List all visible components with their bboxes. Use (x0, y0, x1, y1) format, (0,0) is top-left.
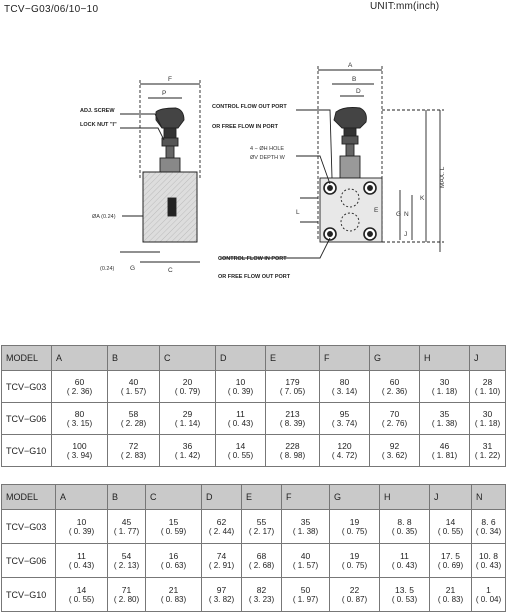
dim-letter-k: K (420, 195, 425, 202)
cell-f: 80 ( 3. 14) (320, 371, 370, 403)
model-cell: TCV−G10 (2, 435, 52, 467)
table-header-row (2, 485, 506, 510)
header-f: F (320, 346, 370, 371)
dim-letter-a: A (348, 62, 353, 69)
cell-c: 20 ( 0. 79) (160, 371, 216, 403)
cell-c: 16 ( 0. 63) (146, 544, 202, 578)
dim-letter-g-left: G (130, 265, 136, 272)
cell-h: 35 ( 1. 38) (420, 403, 470, 435)
label-lock-nut: LOCK NUT "I" (80, 122, 117, 128)
cell-f: 40 ( 1. 57) (282, 544, 330, 578)
cell-g: 22 ( 0. 87) (330, 578, 380, 612)
cell-h: 11 ( 0. 43) (380, 544, 430, 578)
dim-letter-l: L (296, 209, 300, 216)
header-model: MODEL (2, 346, 52, 371)
cell-c: 21 ( 0. 83) (146, 578, 202, 612)
label-free-flow-in: OR FREE FLOW IN PORT (212, 124, 278, 130)
cell-e: 179 ( 7. 05) (266, 371, 320, 403)
cell-b: 40 ( 1. 57) (108, 371, 160, 403)
cell-g: 60 ( 2. 36) (370, 371, 420, 403)
cell-h: 30 ( 1. 18) (420, 371, 470, 403)
cell-b: 72 ( 2. 83) (108, 435, 160, 467)
header-d: D (216, 346, 266, 371)
header-a: A (52, 346, 108, 371)
dim-max-l: MAX. L (439, 166, 446, 188)
cell-d: 97 ( 3. 82) (202, 578, 242, 612)
cell-h: 46 ( 1. 81) (420, 435, 470, 467)
dim-letter-p: P (162, 90, 167, 97)
cell-h: 8. 8 ( 0. 35) (380, 510, 430, 544)
model-cell: TCV−G03 (2, 510, 56, 544)
model-cell: TCV−G06 (2, 403, 52, 435)
cell-j: 21 ( 0. 83) (430, 578, 472, 612)
cell-d: 62 ( 2. 44) (202, 510, 242, 544)
table-row (2, 510, 506, 544)
header-b: B (108, 485, 146, 510)
cell-c: 15 ( 0. 59) (146, 510, 202, 544)
cell-j: 28 ( 1. 10) (470, 371, 506, 403)
cell-a: 100 ( 3. 94) (52, 435, 108, 467)
label-free-flow-out: OR FREE FLOW OUT PORT (218, 274, 291, 280)
header-model: MODEL (2, 485, 56, 510)
header-h: H (380, 485, 430, 510)
cell-a: 10 ( 0. 39) (56, 510, 108, 544)
header-a: A (56, 485, 108, 510)
dim-letter-j: J (404, 231, 408, 238)
table-header-row (2, 346, 506, 371)
cell-b: 71 ( 2. 80) (108, 578, 146, 612)
label-024: (0.24) (100, 266, 115, 272)
cell-a: 80 ( 3. 15) (52, 403, 108, 435)
cell-j: 30 ( 1. 18) (470, 403, 506, 435)
dimension-table-1 (1, 345, 506, 467)
cell-j: 17. 5 ( 0. 69) (430, 544, 472, 578)
cell-g: 19 ( 0. 75) (330, 510, 380, 544)
header-n: N (472, 485, 506, 510)
cell-c: 29 ( 1. 14) (160, 403, 216, 435)
table-row (2, 403, 506, 435)
cell-d: 74 ( 2. 91) (202, 544, 242, 578)
model-cell: TCV−G06 (2, 544, 56, 578)
cell-g: 70 ( 2. 76) (370, 403, 420, 435)
dimension-table-2 (1, 484, 506, 612)
cell-g: 19 ( 0. 75) (330, 544, 380, 578)
cell-e: 228 ( 8. 98) (266, 435, 320, 467)
cell-n: 1 ( 0. 04) (472, 578, 506, 612)
cell-b: 58 ( 2. 28) (108, 403, 160, 435)
cell-f: 120 ( 4. 72) (320, 435, 370, 467)
cell-f: 95 ( 3. 74) (320, 403, 370, 435)
label-depth: ØV DEPTH W (250, 155, 285, 161)
dim-letter-d: D (356, 88, 361, 95)
header-d: D (202, 485, 242, 510)
cell-f: 35 ( 1. 38) (282, 510, 330, 544)
label-control-flow-in: CONTROL FLOW IN PORT (218, 256, 287, 262)
cell-e: 213 ( 8. 39) (266, 403, 320, 435)
cell-a: 60 ( 2. 36) (52, 371, 108, 403)
cell-d: 11 ( 0. 43) (216, 403, 266, 435)
page-title: TCV−G03/06/10−10 (4, 4, 99, 15)
cell-j: 31 ( 1. 22) (470, 435, 506, 467)
cell-b: 45 ( 1. 77) (108, 510, 146, 544)
header-h: H (420, 346, 470, 371)
header-e: E (266, 346, 320, 371)
header-g: G (330, 485, 380, 510)
dim-letter-b: B (352, 76, 357, 83)
label-control-flow-out: CONTROL FLOW OUT PORT (212, 104, 287, 110)
cell-f: 50 ( 1. 97) (282, 578, 330, 612)
dim-letter-c: C (168, 267, 173, 274)
cell-b: 54 ( 2. 13) (108, 544, 146, 578)
table-row (2, 544, 506, 578)
dim-letter-n: N (404, 211, 409, 218)
label-hole: 4 − ØH HOLE (250, 146, 285, 152)
model-cell: TCV−G10 (2, 578, 56, 612)
header-j: J (430, 485, 472, 510)
header-c: C (146, 485, 202, 510)
unit-label: UNIT:mm(inch) (370, 1, 440, 12)
cell-n: 8. 6 ( 0. 34) (472, 510, 506, 544)
cell-n: 10. 8 ( 0. 43) (472, 544, 506, 578)
header-e: E (242, 485, 282, 510)
model-cell: TCV−G03 (2, 371, 52, 403)
header-b: B (108, 346, 160, 371)
cell-a: 11 ( 0. 43) (56, 544, 108, 578)
dim-letter-e: E (374, 207, 379, 214)
header-c: C (160, 346, 216, 371)
dim-letter-f: F (168, 76, 172, 83)
cell-e: 82 ( 3. 23) (242, 578, 282, 612)
header-g: G (370, 346, 420, 371)
cell-c: 36 ( 1. 42) (160, 435, 216, 467)
cell-h: 13. 5 ( 0. 53) (380, 578, 430, 612)
header-f: F (282, 485, 330, 510)
cell-g: 92 ( 3. 62) (370, 435, 420, 467)
dim-letter-g: G (396, 211, 402, 218)
cell-e: 55 ( 2. 17) (242, 510, 282, 544)
cell-d: 10 ( 0. 39) (216, 371, 266, 403)
table-row (2, 371, 506, 403)
cell-a: 14 ( 0. 55) (56, 578, 108, 612)
valve-drawing (0, 0, 506, 300)
cell-e: 68 ( 2. 68) (242, 544, 282, 578)
label-dia-a: ØA (0.24) (92, 214, 116, 220)
label-adj-screw: ADJ. SCREW (80, 108, 115, 114)
cell-j: 14 ( 0. 55) (430, 510, 472, 544)
header-j: J (470, 346, 506, 371)
cell-d: 14 ( 0. 55) (216, 435, 266, 467)
table-row (2, 435, 506, 467)
